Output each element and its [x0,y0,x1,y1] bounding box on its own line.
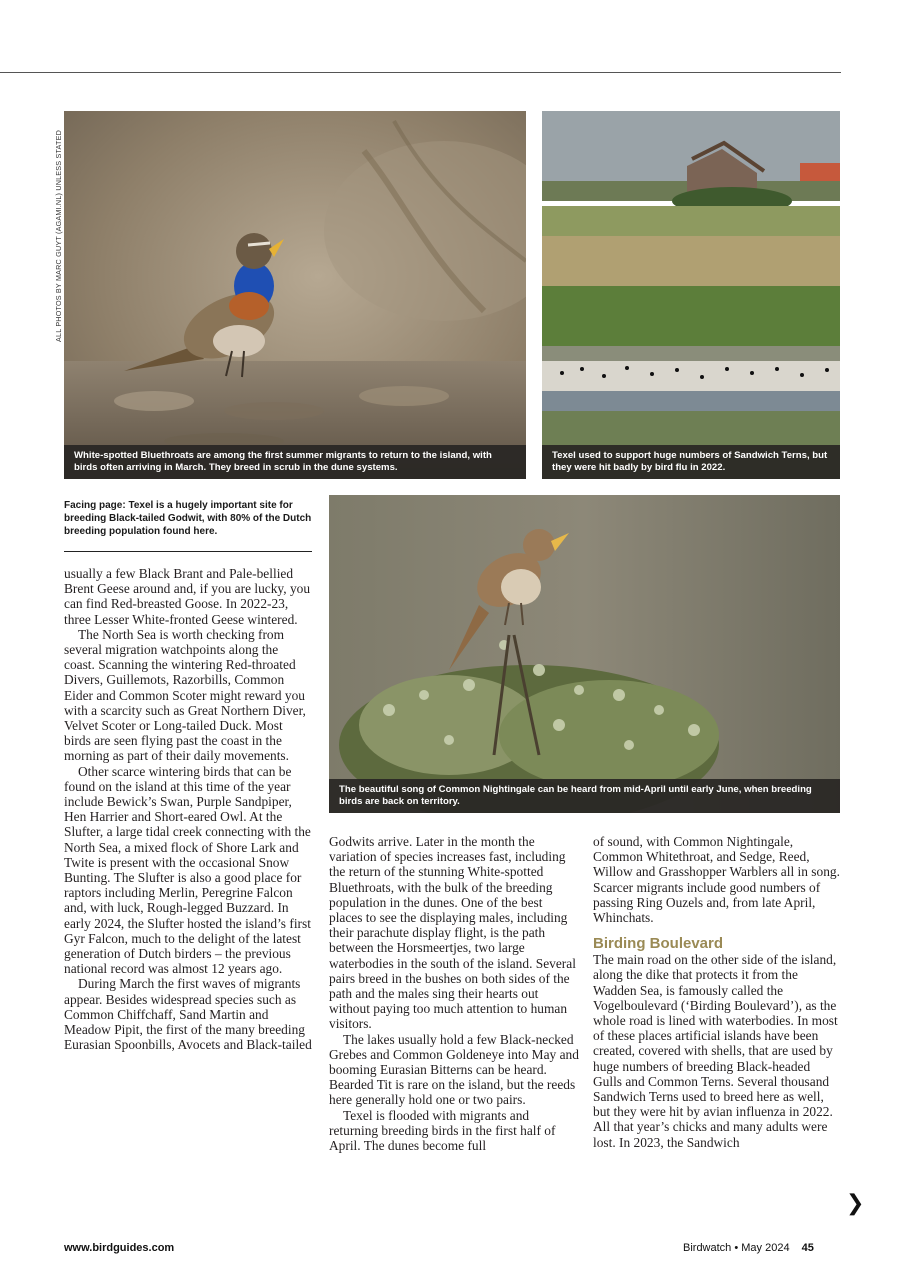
facing-page-caption: Facing page: Texel is a hugely important site for breeding Black-tailed Godwit, with 80% of the Dutch breeding population found here. [64,500,312,537]
paragraph: of sound, with Common Nightingale, Common Whitethroat, and Sedge, Reed, Willow and Grasshopper Warblers all in song. Scarcer migrants include good numbers of passing Ring Ouzels and, from late April, Whinchats. [593,834,840,926]
photo-credit: ALL PHOTOS BY MARC GUYT (AGAMI.NL) UNLESS STATED [54,130,63,342]
caption-rule [64,551,312,552]
top-rule [0,72,841,73]
paragraph: The main road on the other side of the island, along the dike that protects it from the Wadden Sea, is famously called the Vogelboulevard (‘Birding Boulevard’), as the whole road is lined with waterbodies. In most of these places artificial islands have been created, covered with shells, that are used by huge numbers of breeding Black-headed Gulls and Common Terns. Several thousand Sandwich Terns used to breed here as well, but they were hit by avian influenza in 2022. All that year’s chicks and many adults were lost. In 2023, the Sandwich [593,952,838,1150]
nightingale-caption: The beautiful song of Common Nightingale can be heard from mid-April until early June, when breeding birds are back on territory. [329,779,840,813]
paragraph: Godwits arrive. Later in the month the variation of species increases fast, including the return of the stunning White-spotted Bluethroats, with the bulk of the breeding population in the dunes. One of the best places to see the displaying males, including their parachute display flight, is the path between the Horsmeertjes, two large waterbodies in the south of the island. Several pairs breed in the bushes on both sides of the path and the males sing their hearts out without paying too much attention to human visitors. [329,834,576,1032]
page-number: 45 [801,1242,814,1254]
terns-caption: Texel used to support huge numbers of Sandwich Terns, but they were hit badly by bird flu in 2022. [542,445,840,479]
article-column-2 [329,834,579,1153]
section-heading: Birding Boulevard [593,935,724,953]
article-column-1 [64,566,312,1053]
footer-publication [683,1242,814,1254]
bluethroat-image [64,111,526,479]
nightingale-image [329,495,840,813]
paragraph: Other scarce wintering birds that can be found on the island at this time of the year include Bewick’s Swan, Purple Sandpiper, Hen Harrier and Short-eared Owl. At the Slufter, a large tidal creek connecting with the North Sea, a mixed flock of Shore Lark and Twite is present with the occasional Snow Bunting. The Slufter is also a good place for raptors including Merlin, Peregrine Falcon and, with luck, Rough-legged Buzzard. In early 2024, the Slufter hosted the island’s first Gyr Falcon, much to the delight of the latest generation of Dutch birders – the previous national record was almost 12 years ago. [64,763,311,977]
nightingale-photo [329,495,840,813]
bluethroat-photo [64,111,526,479]
bluethroat-caption: White-spotted Bluethroats are among the first summer migrants to return to the island, with birds often arriving in March. They breed in scrub in the dune systems. [64,445,526,479]
paragraph: Texel is flooded with migrants and returning breeding birds in the first half of April. The dunes become full [329,1107,556,1154]
paragraph: usually a few Black Brant and Pale-bellied Brent Geese around and, if you are lucky, you can find Red-breasted Goose. In 2022-23, three Lesser White-fronted Geese wintered. [64,566,311,627]
paragraph: The North Sea is worth checking from several migration watchpoints along the coast. Scanning the wintering Red-throated Divers, Guillemots, Razorbills, Common Eider and Common Scoter might reward you with a scarcity such as Great Northern Diver, Velvet Scoter or Long-tailed Duck. Most birds are seen flying past the coast in the morning as part of their daily movements. [64,626,306,764]
terns-photo [542,111,840,479]
paragraph: During March the first waves of migrants appear. Besides widespread species such as Common Chiffchaff, Sand Martin and Meadow Pipit, the first of the many breeding Eurasian Spoonbills, Avocets and Black-tailed [64,976,312,1053]
paragraph: The lakes usually hold a few Black-necked Grebes and Common Goldeneye into May and booming Eurasian Bitterns can be heard. Bearded Tit is rare on the island, but the reeds here generally hold one or two pairs. [329,1031,579,1108]
article-column-3 [593,834,841,1150]
magazine-issue: Birdwatch • May 2024 [683,1242,790,1254]
terns-image [542,111,840,479]
next-page-arrow-icon[interactable]: ❯ [846,1191,865,1216]
footer-website[interactable]: www.birdguides.com [64,1242,175,1254]
